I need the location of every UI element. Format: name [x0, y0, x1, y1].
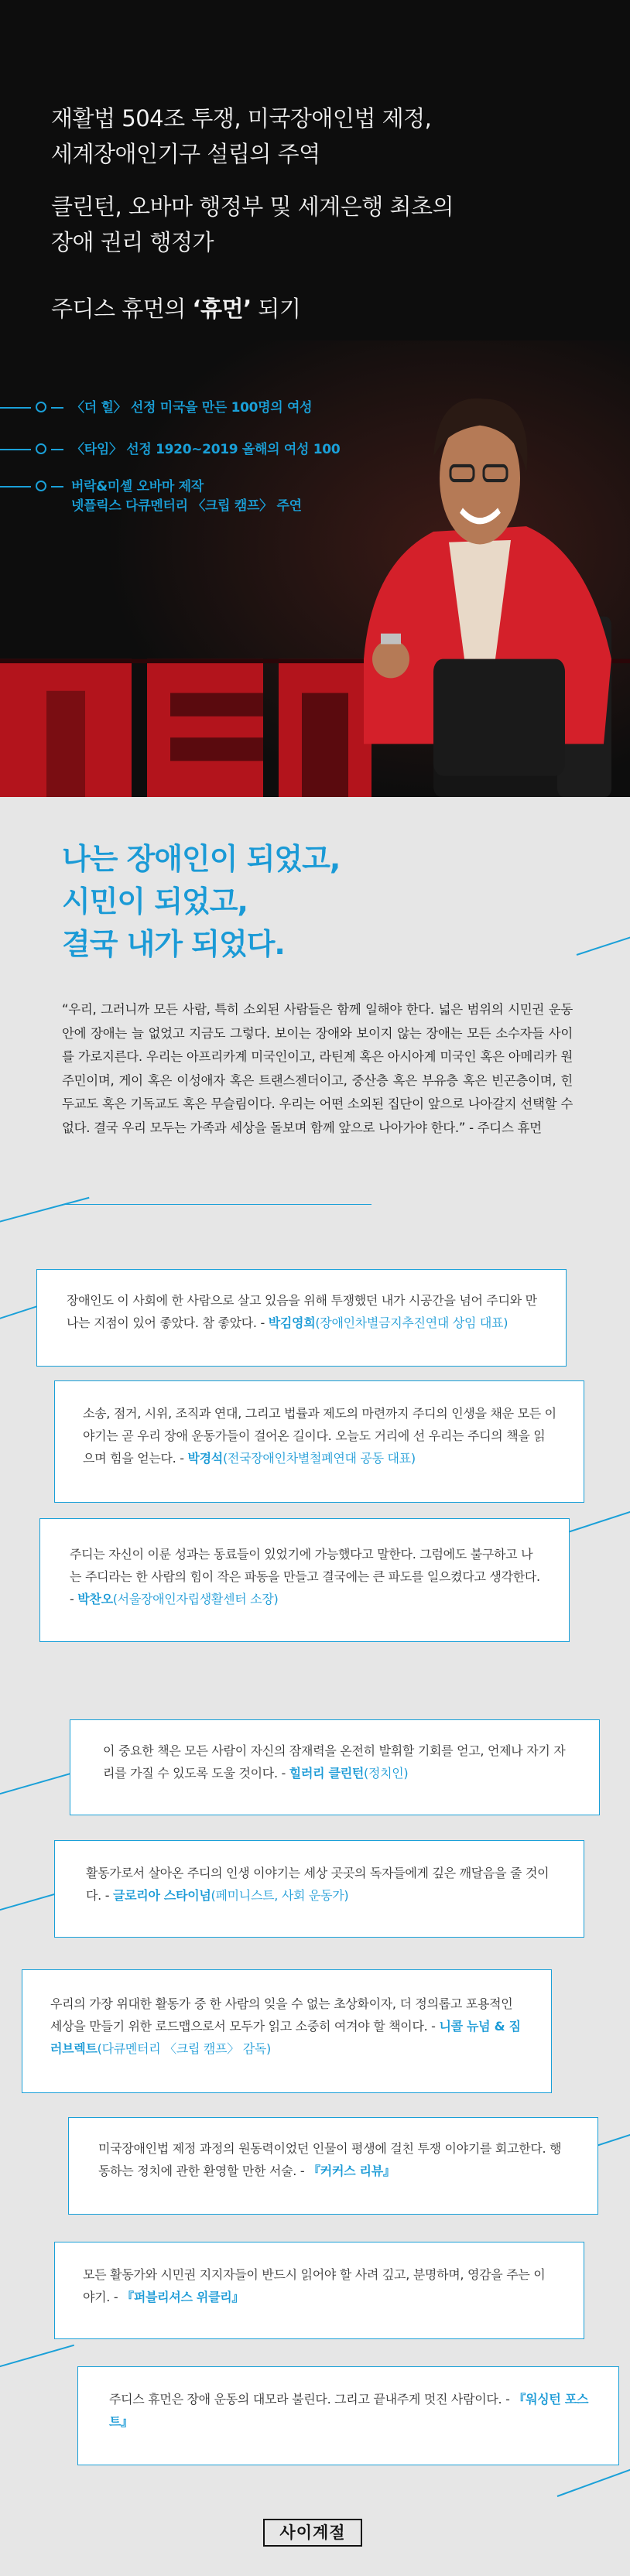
bullet-circle-icon	[36, 402, 46, 412]
decorative-line	[577, 932, 630, 956]
review-text: 모든 활동가와 시민권 지지자들이 반드시 읽어야 할 사려 깊고, 분명하며, 영감을 주는 이야기. - 『퍼블리셔스 위클리』	[83, 2267, 546, 2304]
hero-line-1: 재활법 504조 투쟁, 미국장애인법 제정,	[51, 105, 432, 132]
review-role: (다큐멘터리 〈크립 캠프〉 감독)	[97, 2041, 271, 2056]
review-text: 미국장애인법 제정 과정의 원동력이었던 인물이 평생에 걸친 투쟁 이야기를 회고한다. 행동하는 정치에 관한 환영할 만한 서술. - 『커커스 리뷰』	[98, 2141, 562, 2178]
review-source: 박김영희	[268, 1315, 316, 1330]
review-card	[54, 1380, 584, 1503]
hero-section	[0, 0, 630, 797]
tagline-line: 시민이 되었고,	[62, 884, 248, 919]
hero-line-5	[51, 292, 300, 327]
review-source: 글로리아 스타이넘	[113, 1887, 211, 1903]
review-card	[70, 1719, 600, 1815]
review-source: 『퍼블리셔스 위클리』	[122, 2289, 245, 2304]
decorative-line	[0, 2345, 74, 2369]
accolade-text: 〈더 힐〉 선정 미국을 만든 100명의 여성	[71, 400, 313, 416]
accolade-text: 〈타임〉 선정 1920~2019 올해의 여성 100	[71, 442, 341, 457]
review-text: 소송, 점거, 시위, 조직과 연대, 그리고 법률과 제도의 마련까지 주디의 인생을 채운 모든 이야기는 곧 우리 장애 운동가들이 걸어온 길이다. 오늘도 거리에 선 우리는 주디의 책을 읽으며 힘을 얻는다. - 박경석(전국장애인차별철폐연대 공동 대표)	[83, 1406, 556, 1466]
accolade-text: 버락&미셸 오바마 제작	[71, 479, 204, 494]
review-role: (정치인)	[364, 1765, 409, 1781]
review-card	[22, 1969, 552, 2093]
hero-line-5-post: 되기	[251, 296, 301, 322]
review-role: (서울장애인자립생활센터 소장)	[112, 1591, 279, 1606]
review-card	[68, 2117, 598, 2215]
review-text: 이 중요한 책은 모든 사람이 자신의 잠재력을 온전히 발휘할 기회를 얻고, 언제나 자기 자리를 가질 수 있도록 도울 것이다. - 힐러리 클린턴(정치인)	[103, 1743, 566, 1781]
hero-line-3: 클린턴, 오바마 행정부 및 세계은행 최초의	[51, 193, 454, 220]
hero-line-5-pre: 주디스 휴먼의	[51, 296, 193, 322]
bullet-circle-icon	[36, 481, 46, 491]
hero-line-4: 장애 권리 행정가	[51, 229, 214, 255]
review-source: 『커커스 리뷰』	[308, 2163, 395, 2178]
review-card	[36, 1269, 567, 1367]
bullet-circle-icon	[36, 443, 46, 454]
review-text: 주디스 휴먼은 장애 운동의 대모라 불린다. 그리고 끝내주게 멋진 사람이다. - 『워싱턴 포스트』	[109, 2392, 589, 2429]
review-source: 힐러리 클린턴	[289, 1765, 365, 1781]
decorative-line	[0, 1197, 89, 1226]
review-text: 주디는 자신이 이룬 성과는 동료들이 있었기에 가능했다고 말한다. 그럼에도 불구하고 나는 주디라는 한 사람의 힘이 작은 파동을 만들고 결국에는 큰 파도를 일으켰다고 생각한다. - 박찬오(서울장애인자립생활센터 소장)	[70, 1547, 540, 1606]
review-role: (장애인차별금지추진연대 상임 대표)	[315, 1315, 508, 1330]
review-text: 장애인도 이 사회에 한 사람으로 살고 있음을 위해 투쟁했던 내가 시공간을 넘어 주디와 만나는 지점이 있어 좋았다. 참 좋았다. - 박김영희(장애인차별금지추진연대 상임 대표)	[67, 1293, 537, 1330]
hero-line-5-bold: ‘휴먼’	[192, 296, 252, 322]
review-text: 우리의 가장 위대한 활동가 중 한 사람의 잊을 수 없는 초상화이자, 더 정의롭고 포용적인 세상을 만들기 위한 로드맵으로서 모두가 읽고 소중히 여겨야 할 책이다. - 니콜 뉴넘 & 짐 러브렉트(다큐멘터리 〈크립 캠프〉 감독)	[50, 1996, 521, 2056]
review-source: 니콜 뉴넘 & 짐 러브렉트	[50, 2018, 521, 2056]
decorative-line	[557, 2466, 630, 2497]
hero-line-2: 세계장애인기구 설립의 주역	[51, 141, 320, 167]
ted-letters	[0, 659, 371, 797]
review-role: (전국장애인차별철폐연대 공동 대표)	[222, 1450, 416, 1466]
tagline	[62, 838, 340, 966]
accolade-text: 넷플릭스 다큐멘터리 〈크립 캠프〉 주연	[71, 498, 302, 514]
review-card	[54, 2242, 584, 2339]
review-text: 활동가로서 살아온 주디의 인생 이야기는 세상 곳곳의 독자들에게 깊은 깨달음을 줄 것이다. - 글로리아 스타이넘(페미니스트, 사회 운동가)	[86, 1866, 550, 1903]
review-card	[77, 2366, 619, 2465]
review-source: 박경석	[187, 1450, 223, 1466]
review-role: (페미니스트, 사회 운동가)	[211, 1887, 349, 1903]
review-source: 박찬오	[77, 1591, 113, 1606]
review-card	[54, 1840, 584, 1938]
quote-underline	[62, 1204, 371, 1205]
review-source: 『워싱턴 포스트』	[109, 2392, 589, 2429]
tagline-line: 나는 장애인이 되었고,	[62, 842, 341, 876]
tagline-line: 결국 내가 되었다.	[62, 927, 285, 962]
publisher-logo: 사이계절	[263, 2519, 362, 2547]
author-quote: “우리, 그러니까 모든 사람, 특히 소외된 사람들은 함께 일해야 한다. 넓은 범위의 시민권 운동 안에 장애는 늘 없었고 지금도 그렇다. 보이는 장애와 보이지 않는 장애는 모든 소수자들 사이를 가로지른다. 우리는 아프리카계 미국인이고, 라틴계 혹은 아시아계 미국인 혹은 아메리카 원주민이며, 게이 혹은 이성애자 혹은 트랜스젠더이고, 중산층 혹은 부유층 혹은 빈곤층이며, 힌두교도 혹은 기독교도 혹은 무슬림이다. 우리는 어떤 소외된 집단이 앞으로 나아갈지 선택할 수 없다. 결국 우리 모두는 가족과 세상을 돌보며 함께 앞으로 나아가야 한다.” - 주디스 휴먼	[62, 1002, 573, 1135]
review-card	[39, 1518, 570, 1642]
